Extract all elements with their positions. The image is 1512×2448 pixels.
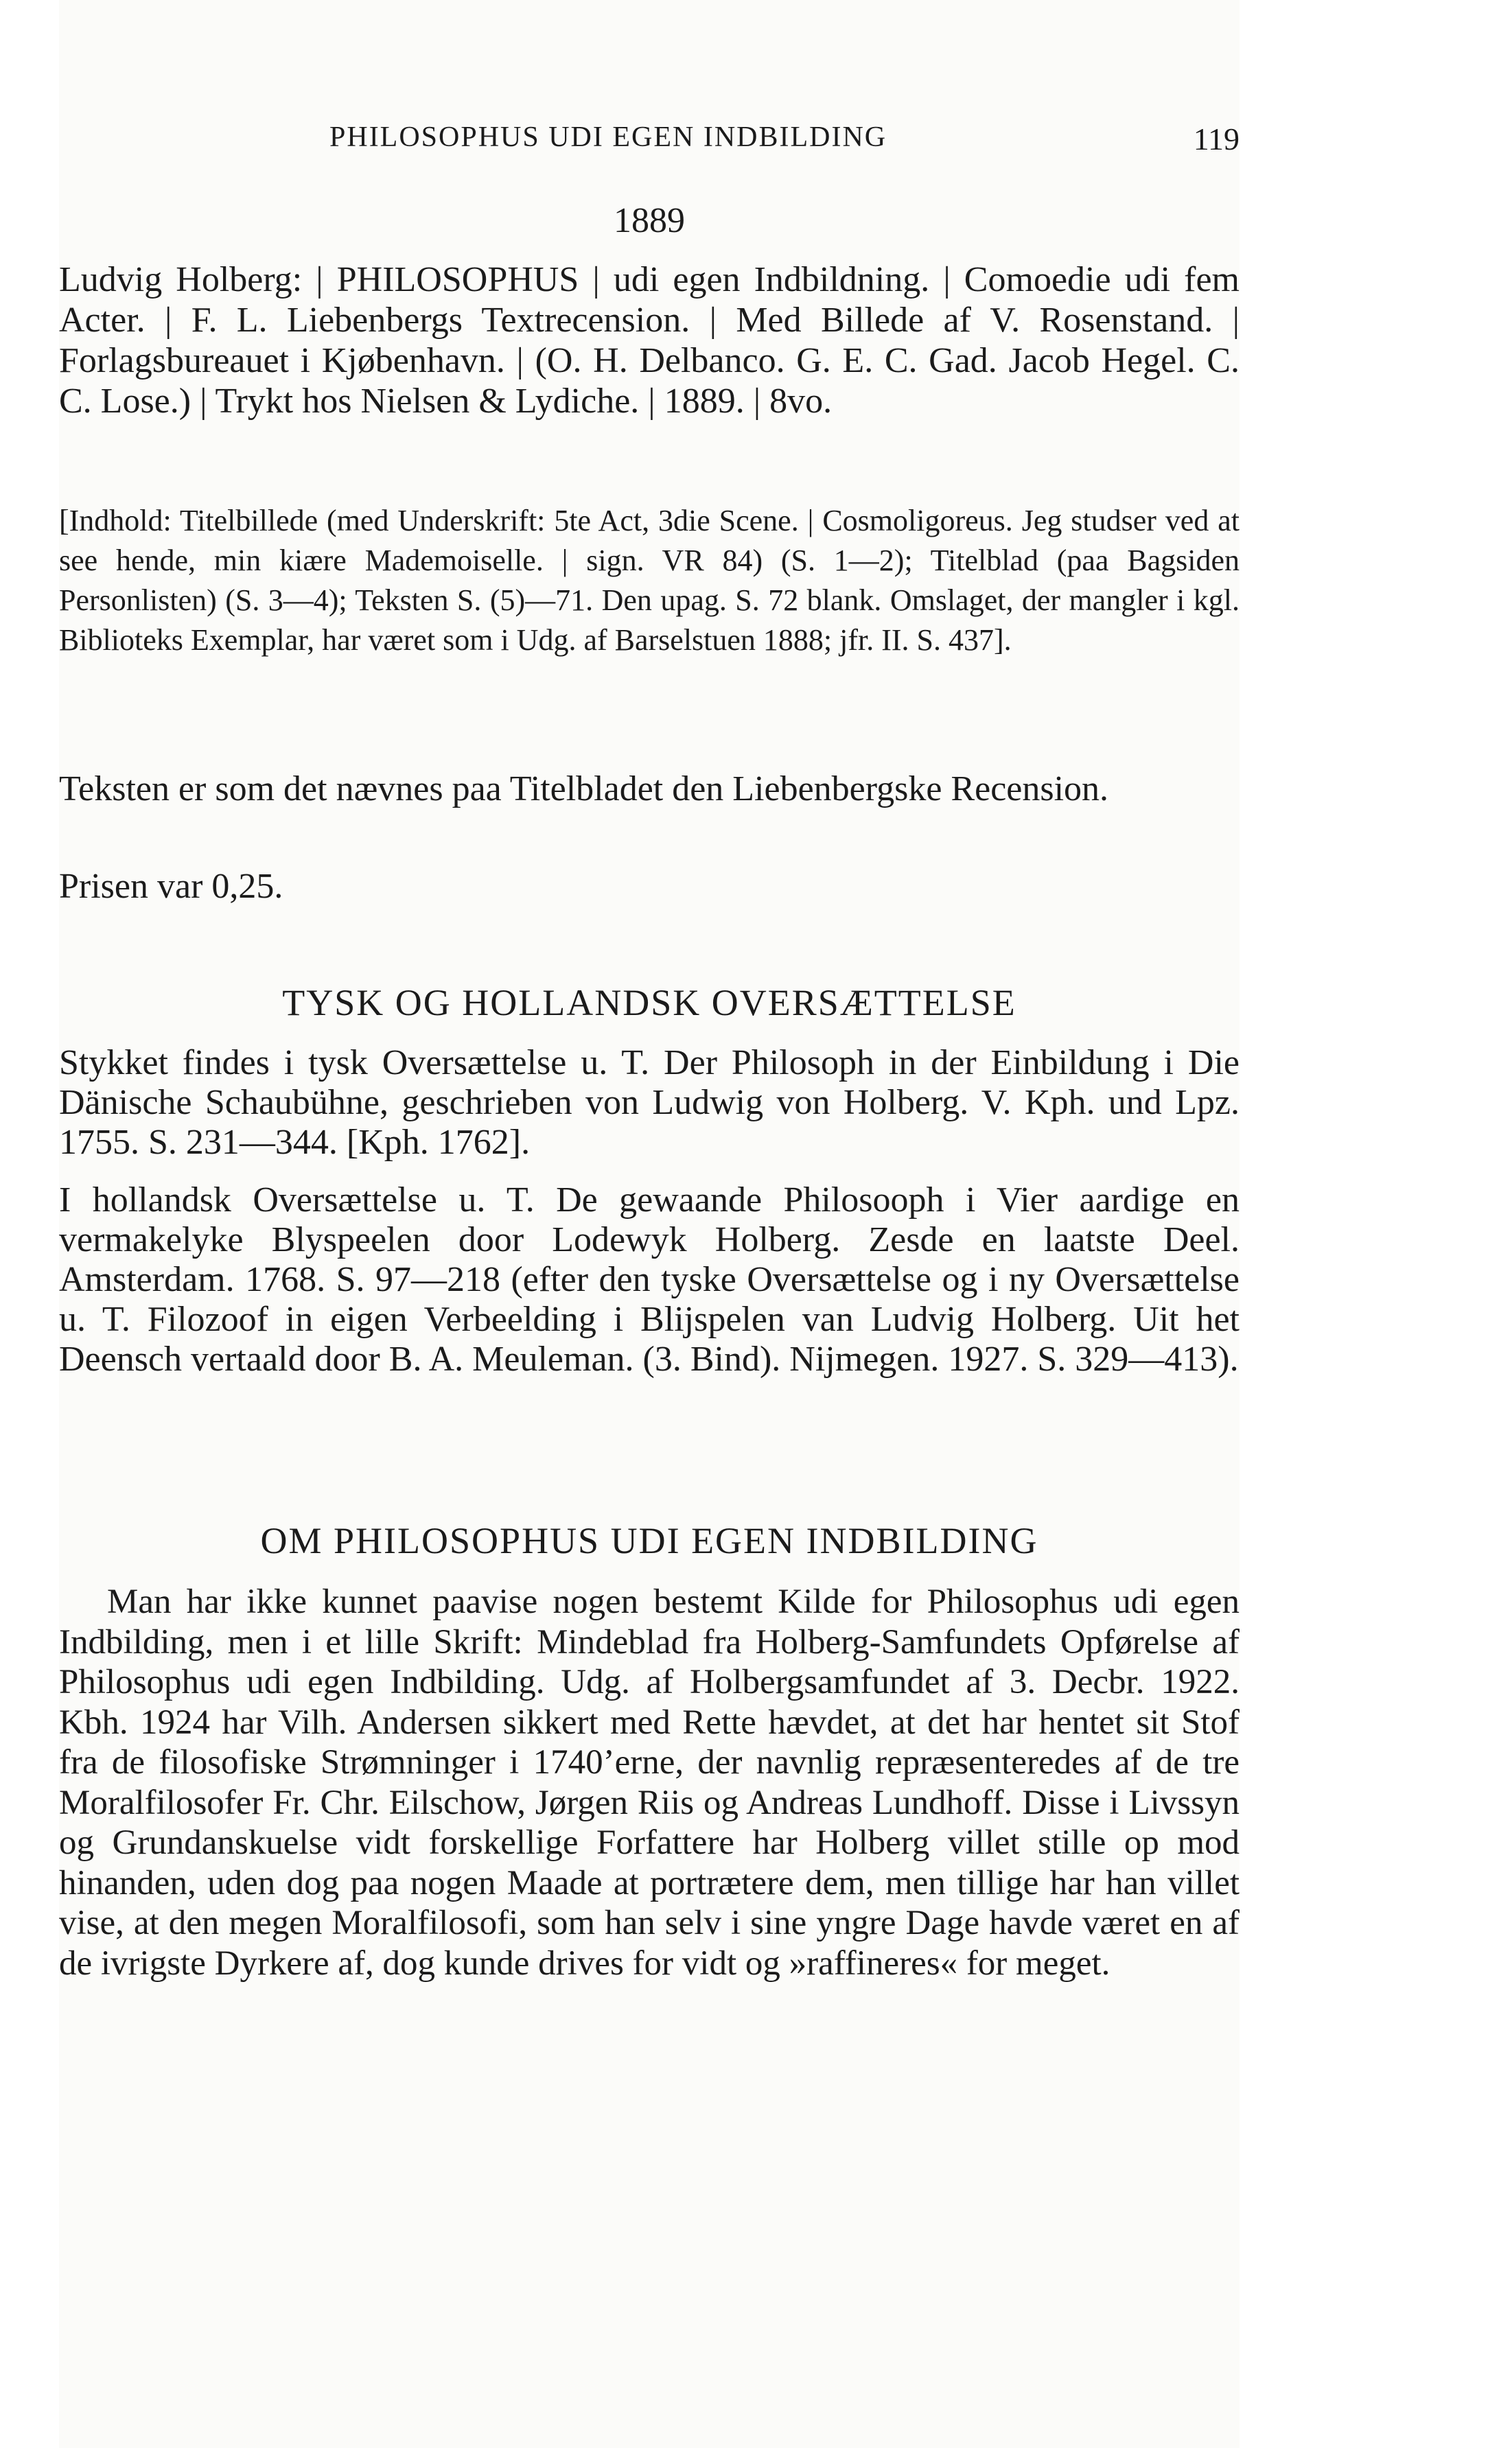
heading-translations: TYSK OG HOLLANDSK OVERSÆTTELSE	[282, 982, 1016, 1023]
paragraph-german-translation: Stykket findes i tysk Oversættelse u. T. Der Philosoph in der Einbildung i Die Dänische Schaubühne, geschrieben von Ludwig von Holberg. V. Kph. und Lpz. 1755. S. 231—344. [Kph. 1762].	[59, 1043, 1240, 1162]
running-head	[59, 121, 1240, 162]
paragraph-text-recension: Teksten er som det nævnes paa Titelbladet den Liebenbergske Recension.	[59, 769, 1109, 808]
edition-year: 1889	[614, 201, 685, 240]
page-number: 119	[1193, 121, 1240, 156]
heading-about-play: OM PHILOSOPHUS UDI EGEN INDBILDING	[260, 1520, 1038, 1561]
running-title: PHILOSOPHUS UDI EGEN INDBILDING	[329, 121, 887, 153]
paragraph-price: Prisen var 0,25.	[59, 867, 283, 906]
contents-note: [Indhold: Titelbillede (med Underskrift: 5te Act, 3die Scene. | Cosmoligoreus. Jeg studser ved at see hende, min kiære Mademoiselle. | sign. VR 84) (S. 1—2); Titelblad (paa Bagsiden Personlisten) (S. 3—4); Teksten S. (5)—71. Den upag. S. 72 blank. Omslaget, der mangler i kgl. Biblioteks Exemplar, har været som i Udg. af Barselstuen 1888; jfr. II. S. 437].	[59, 504, 1240, 657]
paragraph-about-play: Man har ikke kunnet paavise nogen bestemt Kilde for Philosophus udi egen Indbilding, men i et lille Skrift: Mindeblad fra Holberg-Samfundets Opførelse af Philosophus udi egen Indbilding. Udg. af Holbergsamfundet af 3. Decbr. 1922. Kbh. 1924 har Vilh. Andersen sikkert med Rette hævdet, at det har hentet sit Stof fra de filosofiske Strømninger i 1740’erne, der navnlig repræsenteredes af de tre Moralfilosofer Fr. Chr. Eilschow, Jørgen Riis og Andreas Lundhoff. Disse i Livssyn og Grundanskuelse vidt forskellige Forfattere har Holberg villet stille op mod hinanden, uden dog paa nogen Maade at portrætere dem, men tillige har han villet vise, at den megen Moralfilosofi, som han selv i sine yngre Dage havde været en af de ivrigste Dyrkere af, dog kunde drives for vidt og »raffineres« for meget.	[59, 1583, 1240, 1983]
book-page	[59, 0, 1240, 2448]
bibliographic-entry: Ludvig Holberg: | PHILOSOPHUS | udi egen Indbildning. | Comoedie udi fem Acter. | F. L. Liebenbergs Textrecension. | Med Billede af V. Rosenstand. | Forlagsbureauet i Kjøbenhavn. | (O. H. Delbanco. G. E. C. Gad. Jacob Hegel. C. C. Lose.) | Trykt hos Nielsen & Lydiche. | 1889. | 8vo.	[59, 260, 1240, 421]
paragraph-dutch-translation: I hollandsk Oversættelse u. T. De gewaande Philosooph i Vier aardige en vermakelyke Blyspeelen door Lodewyk Holberg. Zesde en laatste Deel. Amsterdam. 1768. S. 97—218 (efter den tyske Oversættelse og i ny Oversættelse u. T. Filozoof in eigen Verbeelding i Blijspelen van Ludvig Holberg. Uit het Deensch vertaald door B. A. Meuleman. (3. Bind). Nijmegen. 1927. S. 329—413).	[59, 1180, 1240, 1379]
